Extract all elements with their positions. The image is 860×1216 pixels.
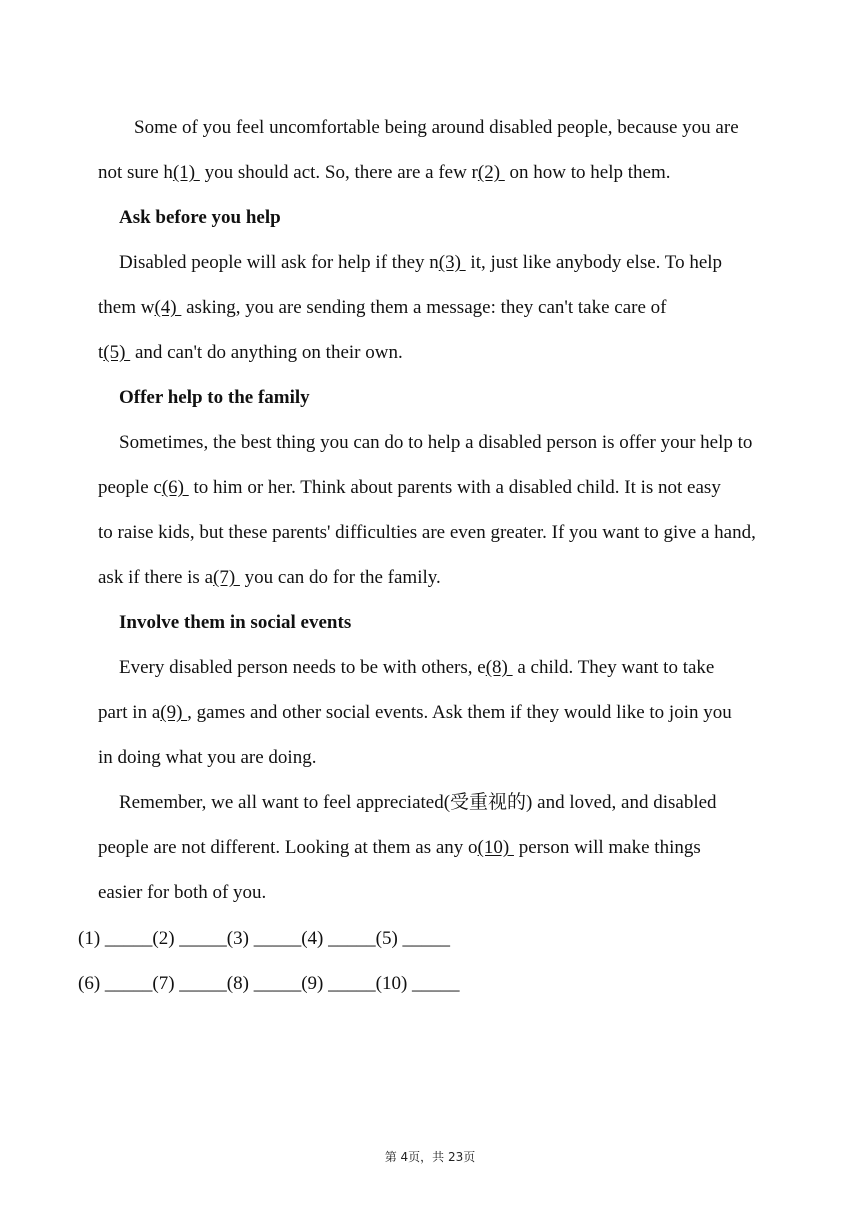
paragraph-5-line-2	[98, 836, 701, 860]
text: Remember, we all want to feel appreciated(受重视的) and loved, and disabled	[119, 792, 717, 813]
text: Sometimes, the best thing you can do to help a disabled person is offer your help to	[119, 432, 753, 453]
answer-row-1: (1) _____(2) _____(3) _____(4) _____(5) _____	[78, 928, 451, 949]
blank-1: (1)	[172, 162, 200, 183]
text: t	[98, 342, 104, 363]
text: to raise kids, but these parents' difficulties are even greater. If you want to give a hand,	[98, 522, 756, 543]
text: it, just like anybody else. To help	[465, 252, 723, 273]
text: and can't do anything on their own.	[130, 342, 403, 363]
blank-2: (2)	[477, 162, 505, 183]
answer-row-2: (6) _____(7) _____(8) _____(9) _____(10) _____	[78, 973, 460, 994]
blank-8: (8)	[485, 657, 513, 678]
paragraph-4-line-2	[98, 701, 732, 725]
text: people are not different. Looking at them as any o	[98, 837, 478, 858]
text: person will make things	[513, 837, 701, 858]
section-heading-offer-help: Offer help to the family	[119, 387, 310, 408]
blank-7: (7)	[213, 567, 240, 588]
paragraph-4-line-1	[119, 656, 714, 680]
paragraph-3-line-4	[98, 566, 441, 590]
text: Every disabled person needs to be with others, e	[119, 657, 486, 678]
page-number-footer: 第 4页，共 23页	[384, 1150, 476, 1164]
text: asking, you are sending them a message: they can't take care of	[181, 297, 667, 318]
blank-9: (9)	[160, 702, 188, 723]
text: ask if there is a	[98, 567, 214, 588]
paragraph-1-line-2	[98, 161, 671, 185]
paragraph-3-line-1	[119, 431, 752, 455]
text: to him or her. Think about parents with a disabled child. It is not easy	[188, 477, 721, 498]
text: easier for both of you.	[98, 882, 267, 903]
text: them w	[98, 297, 155, 318]
text: in doing what you are doing.	[98, 747, 317, 768]
text: you should act. So, there are a few r	[199, 162, 478, 183]
paragraph-3-line-3	[98, 521, 756, 545]
text: on how to help them.	[504, 162, 671, 183]
paragraph-1-line-1	[134, 116, 739, 140]
text: Disabled people will ask for help if they n	[119, 252, 439, 273]
blank-6: (6)	[161, 477, 189, 498]
blank-4: (4)	[154, 297, 182, 318]
text: you can do for the family.	[239, 567, 441, 588]
section-heading-social-events: Involve them in social events	[119, 612, 352, 633]
text: , games and other social events. Ask them if they would like to join you	[187, 702, 732, 723]
blank-5: (5)	[103, 342, 131, 363]
section-heading-ask-before-help: Ask before you help	[119, 207, 281, 228]
paragraph-3-line-2	[98, 476, 721, 500]
text: Some of you feel uncomfortable being around disabled people, because you are	[134, 117, 739, 138]
text: people c	[98, 477, 162, 498]
paragraph-2-line-3	[98, 341, 403, 365]
text: part in a	[98, 702, 161, 723]
paragraph-2-line-1	[119, 251, 722, 275]
paragraph-5-line-1	[119, 791, 717, 815]
blank-10: (10)	[477, 837, 514, 858]
paragraph-5-line-3	[98, 881, 266, 905]
paragraph-2-line-2	[98, 296, 666, 320]
paragraph-4-line-3	[98, 746, 316, 770]
text: not sure h	[98, 162, 173, 183]
blank-3: (3)	[438, 252, 466, 273]
text: a child. They want to take	[512, 657, 715, 678]
